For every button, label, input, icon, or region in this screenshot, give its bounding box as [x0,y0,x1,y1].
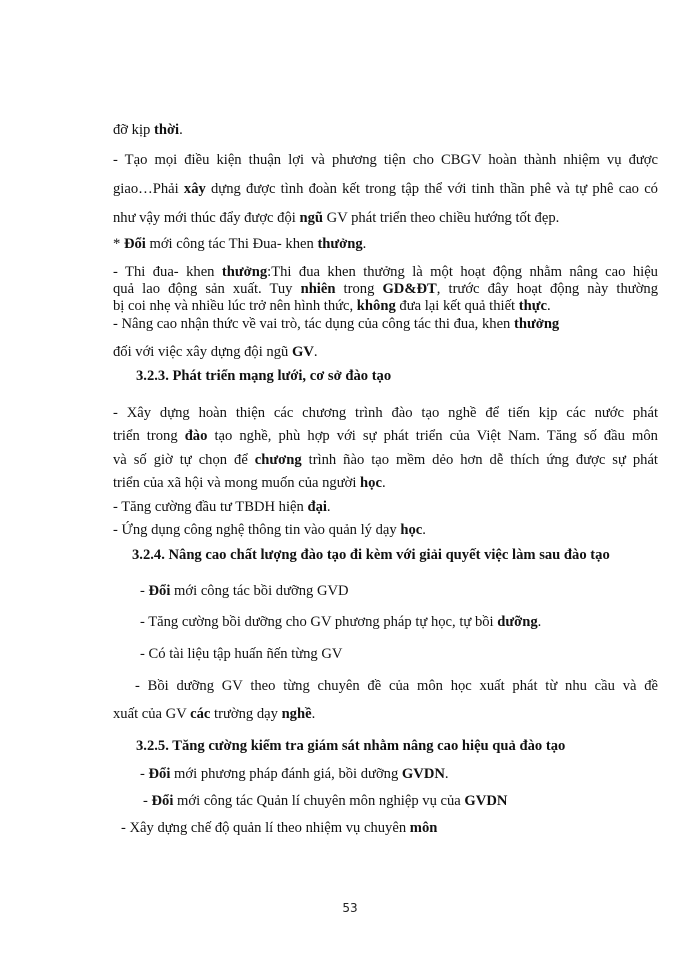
text-run: GV phát triển theo chiều hướng tốt đẹp. [323,210,560,226]
text-run: - Tăng cường đầu tư TBDH hiện [113,499,308,515]
text-run: . [311,706,316,722]
text-run: xuất của GV [113,706,191,722]
text-run: giao…Phải [113,181,184,197]
text-run: , trước đây hoạt động này thường [436,281,658,297]
text-run: và số giờ tự chọn để [113,452,255,468]
page-number: 53 [342,901,358,915]
text-run: mới phương pháp đánh giá, bồi dưỡng [170,766,402,782]
bold-text: GVDN [401,766,445,782]
text-run: * [113,236,124,252]
bold-text: thưởng [514,316,560,332]
text-line [113,404,658,422]
bold-text: học [360,475,382,491]
text-line [113,235,366,253]
text-run: đưa lại kết quả thiết [395,298,519,314]
bold-text: nghề [281,706,312,722]
section-heading [136,737,565,755]
text-run: - Tạo mọi điều kiện thuận lợi và phương tiện cho CBGV hoàn thành nhiệm vụ được [113,152,658,168]
text-run: . [326,499,331,515]
bold-text: Đổi [148,766,171,782]
text-line [113,315,559,333]
list-item [140,582,349,600]
text-line [113,180,658,198]
text-run: . [546,298,551,314]
bold-text: chương [254,452,302,468]
text-run: - Tăng cường bồi dưỡng cho GV phương pháp tự học, tự bồi [140,614,498,630]
text-line [113,705,315,723]
text-run: trình ñào tạo mềm dẻo hơn dễ thích ứng được sự phát [301,452,658,468]
text-run: . [313,344,318,360]
text-line [113,343,318,361]
text-run: - [140,766,149,782]
bold-text: dưỡng [497,614,538,630]
section-heading [136,367,391,385]
text-line [113,427,658,445]
section-heading [132,546,610,564]
bold-text: học [400,522,423,538]
bold-text: GD&ĐT [382,281,437,297]
text-run: tạo nghề, phù hợp với sự phát triển của Việt Nam. Tăng số đầu môn [207,428,658,444]
text-run: trường dạy [210,706,282,722]
text-line [113,209,559,227]
text-run: triển của xã hội và mong muốn của người [113,475,361,491]
text-run: - [140,583,149,599]
bold-text: đại [307,499,327,515]
bold-text: xây [183,181,206,197]
text-line [113,451,658,469]
text-run: mới công tác bồi dưỡng GVD [170,583,349,599]
bold-text: nhiên [300,281,336,297]
bold-text: 3.2.4. Nâng cao chất lượng đào tạo đi kèm với giải quyết việc làm sau đào tạo [132,547,610,563]
list-item [121,819,437,837]
text-run: bị coi nhẹ và nhiều lúc trở nên hình thức, [113,298,357,314]
text-run: . [381,475,386,491]
bold-text: Đổi [123,236,146,252]
text-line [113,121,183,139]
text-run: trong [335,281,383,297]
text-run: . [422,522,426,538]
text-run: :Thi đua khen thưởng là một hoạt động nhằm nâng cao hiệu [267,264,658,280]
list-item [113,521,426,539]
text-run: mới công tác Quản lí chuyên môn nghiệp vụ của [173,793,465,809]
text-run: . [537,614,542,630]
list-item [140,613,541,631]
text-run: . [179,122,183,138]
text-line [113,297,551,315]
bold-text: đào [184,428,208,444]
bold-text: 3.2.5. Tăng cường kiểm tra giám sát nhằm nâng cao hiệu quả đào tạo [136,738,566,754]
text-line [113,263,658,281]
bold-text: môn [409,820,438,836]
text-run: . [362,236,367,252]
list-item [140,765,449,783]
bold-text: không [356,298,396,314]
text-line [113,151,658,169]
text-run: quả lao động sản xuất. Tuy [113,281,301,297]
text-run: đỡ kịp [113,122,154,138]
text-run: - Ứng dụng công nghệ thông tin vào quản lý dạy [113,522,401,538]
text-run: - Xây dựng chế độ quản lí theo nhiệm vụ chuyên [121,820,410,836]
bold-text: các [190,706,211,722]
bold-text: GV [291,344,314,360]
text-run: mới công tác Thi Đua- khen [145,236,318,252]
list-item [135,677,658,695]
bold-text: thực [518,298,547,314]
text-run: dựng được tình đoàn kết trong tập thể với tinh thần phê và tự phê cao có [205,181,658,197]
text-line [113,474,386,492]
list-item [113,498,331,516]
text-run: như vậy mới thúc đẩy được đội [113,210,300,226]
bold-text: 3.2.3. Phát triển mạng lưới, cơ sở đào tạo [136,368,392,384]
text-run: đối với việc xây dựng đội ngũ [113,344,292,360]
bold-text: ngũ [299,210,324,226]
list-item [143,792,507,810]
text-run: - Có tài liệu tập huấn ñến từng GV [140,646,343,662]
bold-text: Đổi [151,793,174,809]
list-item [140,645,342,663]
bold-text: GVDN [464,793,508,809]
text-run: triển trong [113,428,185,444]
text-run: - [143,793,152,809]
bold-text: thời [153,122,180,138]
text-run: - Xây dựng hoàn thiện các chương trình đào tạo nghề để tiến kịp các nước phát [113,405,658,421]
text-run: - Nâng cao nhận thức về vai trò, tác dụng của công tác thi đua, khen [113,316,514,332]
text-run: - Bồi dưỡng GV theo từng chuyên đề của môn học xuất phát từ nhu cầu và đề [135,678,658,694]
text-line [113,280,658,298]
text-run: . [444,766,449,782]
bold-text: thưởng [317,236,363,252]
bold-text: thưởng [221,264,268,280]
bold-text: Đổi [148,583,171,599]
text-run: - Thi đua- khen [113,264,222,280]
